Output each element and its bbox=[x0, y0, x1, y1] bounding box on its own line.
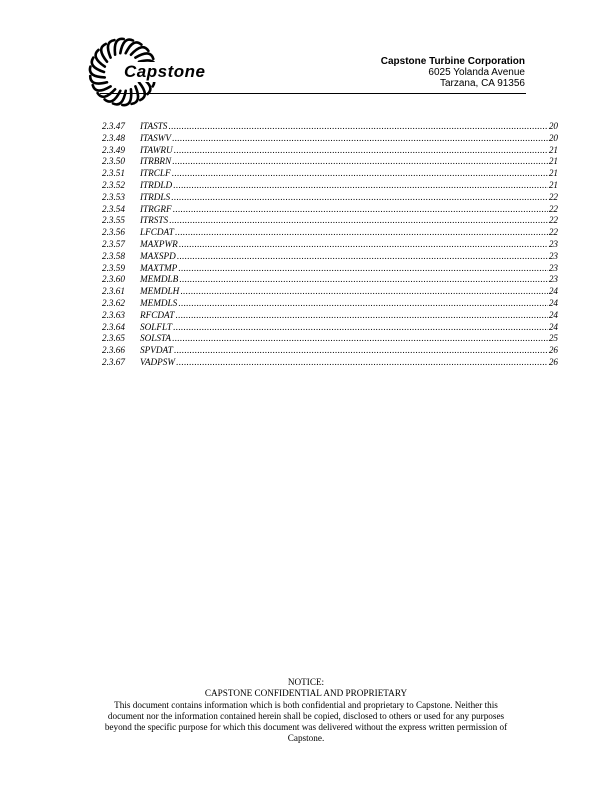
toc-entry-title: MEMDLH bbox=[140, 286, 180, 297]
toc-entry-title: SOLFLT bbox=[140, 321, 172, 332]
toc-entry[interactable] bbox=[102, 333, 558, 345]
toc-entry-number: 2.3.58 bbox=[102, 250, 125, 261]
toc-entry[interactable] bbox=[102, 263, 558, 275]
toc-entry-title: ITRCLF bbox=[140, 168, 171, 179]
toc-entry-page: 20 bbox=[548, 121, 558, 131]
toc-entry[interactable] bbox=[102, 298, 558, 310]
company-address-block bbox=[381, 56, 525, 89]
toc-dot-leader bbox=[179, 274, 548, 286]
notice-line-4: Capstone. bbox=[287, 733, 325, 744]
logo-text: Capstone bbox=[124, 62, 206, 81]
toc-entry-title: LFCDAT bbox=[140, 227, 174, 238]
toc-dot-leader bbox=[173, 322, 548, 334]
toc-entry-title: MAXSPD bbox=[140, 250, 176, 261]
toc-entry-number: 2.3.52 bbox=[102, 179, 125, 190]
toc-entry-page: 22 bbox=[548, 191, 558, 202]
toc-entry-number: 2.3.53 bbox=[102, 191, 125, 202]
toc-entry-page: 23 bbox=[548, 250, 558, 261]
toc-dot-leader bbox=[172, 156, 548, 168]
toc-entry-title: MEMDLB bbox=[140, 274, 179, 285]
toc-entry-number: 2.3.50 bbox=[102, 156, 125, 167]
swirl-blade bbox=[93, 85, 111, 90]
toc-entry-page: 23 bbox=[548, 238, 558, 249]
toc-entry-title: MAXTMP bbox=[140, 262, 178, 273]
toc-entry-number: 2.3.47 bbox=[102, 121, 125, 131]
toc-entry-number: 2.3.59 bbox=[102, 262, 125, 273]
toc-entry-number: 2.3.65 bbox=[102, 333, 125, 344]
toc-entry-page: 21 bbox=[548, 156, 558, 167]
toc-dot-leader bbox=[178, 298, 548, 310]
toc-entry-page: 25 bbox=[548, 333, 558, 344]
toc-entry-page: 24 bbox=[548, 321, 558, 332]
toc-dot-leader bbox=[169, 215, 548, 227]
toc-entry-page: 23 bbox=[548, 262, 558, 273]
toc-entry-page: 24 bbox=[548, 286, 558, 297]
toc-dot-leader bbox=[173, 204, 548, 216]
toc-entry[interactable] bbox=[102, 251, 558, 263]
toc-entry[interactable] bbox=[102, 215, 558, 227]
toc-entry-number: 2.3.54 bbox=[102, 203, 125, 214]
toc-entry-page: 22 bbox=[548, 227, 558, 238]
notice-subheading: CAPSTONE CONFIDENTIAL AND PROPRIETARY bbox=[204, 688, 408, 699]
toc-entry-number: 2.3.62 bbox=[102, 297, 125, 308]
toc-entry-title: ITRDLD bbox=[140, 179, 173, 190]
toc-entry[interactable] bbox=[102, 192, 558, 204]
toc-entry-page: 22 bbox=[548, 215, 558, 226]
toc-entry-number: 2.3.57 bbox=[102, 238, 125, 249]
toc-entry[interactable] bbox=[102, 227, 558, 239]
toc-entry-title: ITRBRN bbox=[140, 156, 172, 167]
toc-entry-page: 26 bbox=[548, 356, 558, 367]
swirl-blade bbox=[101, 44, 107, 62]
toc-entry-title: SOLSTA bbox=[140, 333, 171, 344]
address-line-2: Tarzana, CA 91356 bbox=[439, 78, 525, 89]
toc-entry-title: SPVDAT bbox=[140, 345, 173, 356]
table-of-contents bbox=[102, 121, 558, 369]
toc-entry-number: 2.3.63 bbox=[102, 309, 125, 320]
notice-line-1: This document contains information which is both confidential and proprietary to Capstone. Neither this bbox=[114, 699, 498, 710]
toc-entry-title: ITRSTS bbox=[140, 215, 169, 226]
toc-entry-title: ITRGRF bbox=[140, 203, 172, 214]
toc-entry[interactable] bbox=[102, 204, 558, 216]
toc-entry[interactable] bbox=[102, 357, 558, 369]
notice-heading: NOTICE: bbox=[287, 677, 325, 687]
header-divider bbox=[100, 93, 526, 94]
toc-entry-number: 2.3.48 bbox=[102, 132, 125, 143]
toc-entry-title: RFCDAT bbox=[140, 309, 175, 320]
toc-dot-leader bbox=[174, 345, 548, 357]
toc-entry[interactable] bbox=[102, 168, 558, 180]
toc-dot-leader bbox=[172, 333, 548, 345]
toc-entry-number: 2.3.51 bbox=[102, 168, 125, 179]
toc-entry-title: ITASWV bbox=[140, 132, 171, 143]
toc-entry-number: 2.3.56 bbox=[102, 227, 125, 238]
toc-entry-page: 24 bbox=[548, 309, 558, 320]
toc-entry-page: 23 bbox=[548, 274, 558, 285]
toc-entry-page: 24 bbox=[548, 297, 558, 308]
toc-entry[interactable] bbox=[102, 145, 558, 157]
swirl-blade bbox=[135, 53, 153, 58]
capstone-logo bbox=[88, 36, 218, 110]
toc-entry-page: 22 bbox=[548, 203, 558, 214]
toc-entry-title: ITRDLS bbox=[140, 191, 171, 202]
toc-dot-leader bbox=[168, 121, 547, 133]
toc-entry-title: ITAWRU bbox=[140, 144, 173, 155]
toc-entry[interactable] bbox=[102, 133, 558, 145]
toc-dot-leader bbox=[172, 168, 548, 180]
swirl-blade bbox=[139, 82, 145, 100]
toc-entry-title: MAXPWR bbox=[140, 238, 178, 249]
toc-entry-page: 21 bbox=[548, 144, 558, 155]
toc-entry-page: 26 bbox=[548, 345, 558, 356]
toc-entry-page: 21 bbox=[548, 179, 558, 190]
toc-entry[interactable] bbox=[102, 274, 558, 286]
notice-line-3: beyond the specific purpose for which this document was delivered without the express written permission of bbox=[104, 722, 508, 733]
toc-dot-leader bbox=[180, 286, 548, 298]
toc-entry-number: 2.3.55 bbox=[102, 215, 125, 226]
toc-entry-number: 2.3.67 bbox=[102, 356, 125, 367]
toc-dot-leader bbox=[178, 263, 548, 275]
toc-dot-leader bbox=[177, 251, 548, 263]
swirl-blade bbox=[108, 40, 114, 58]
toc-entry-number: 2.3.49 bbox=[102, 144, 125, 155]
toc-entry-title: VADPSW bbox=[140, 356, 176, 367]
toc-entry[interactable] bbox=[102, 345, 558, 357]
toc-dot-leader bbox=[171, 192, 548, 204]
toc-entry[interactable] bbox=[102, 156, 558, 168]
toc-entry[interactable] bbox=[102, 286, 558, 298]
toc-entry[interactable] bbox=[102, 239, 558, 251]
toc-entry-number: 2.3.66 bbox=[102, 345, 125, 356]
toc-entry-number: 2.3.60 bbox=[102, 274, 125, 285]
toc-dot-leader bbox=[172, 133, 548, 145]
notice-line-2: document nor the information contained herein shall be copied, disclosed to others or used for any purposes bbox=[107, 710, 505, 721]
toc-entry-title: ITASTS bbox=[140, 121, 168, 131]
toc-entry-number: 2.3.61 bbox=[102, 286, 125, 297]
toc-dot-leader bbox=[179, 239, 548, 251]
toc-entry-title: MEMDLS bbox=[140, 297, 178, 308]
confidentiality-notice bbox=[96, 677, 516, 745]
company-name: Capstone Turbine Corporation bbox=[380, 56, 525, 67]
toc-dot-leader bbox=[173, 180, 548, 192]
toc-dot-leader bbox=[174, 145, 548, 157]
toc-entry[interactable] bbox=[102, 180, 558, 192]
toc-entry-page: 20 bbox=[548, 132, 558, 143]
toc-entry-number: 2.3.64 bbox=[102, 321, 125, 332]
toc-entry[interactable] bbox=[102, 121, 558, 133]
toc-dot-leader bbox=[175, 310, 547, 322]
address-line-1: 6025 Yolanda Avenue bbox=[428, 67, 525, 78]
toc-dot-leader bbox=[175, 227, 548, 239]
toc-entry-page: 21 bbox=[548, 168, 558, 179]
swirl-blade bbox=[132, 86, 138, 104]
toc-entry[interactable] bbox=[102, 322, 558, 334]
toc-dot-leader bbox=[176, 357, 548, 369]
toc-entry[interactable] bbox=[102, 310, 558, 322]
